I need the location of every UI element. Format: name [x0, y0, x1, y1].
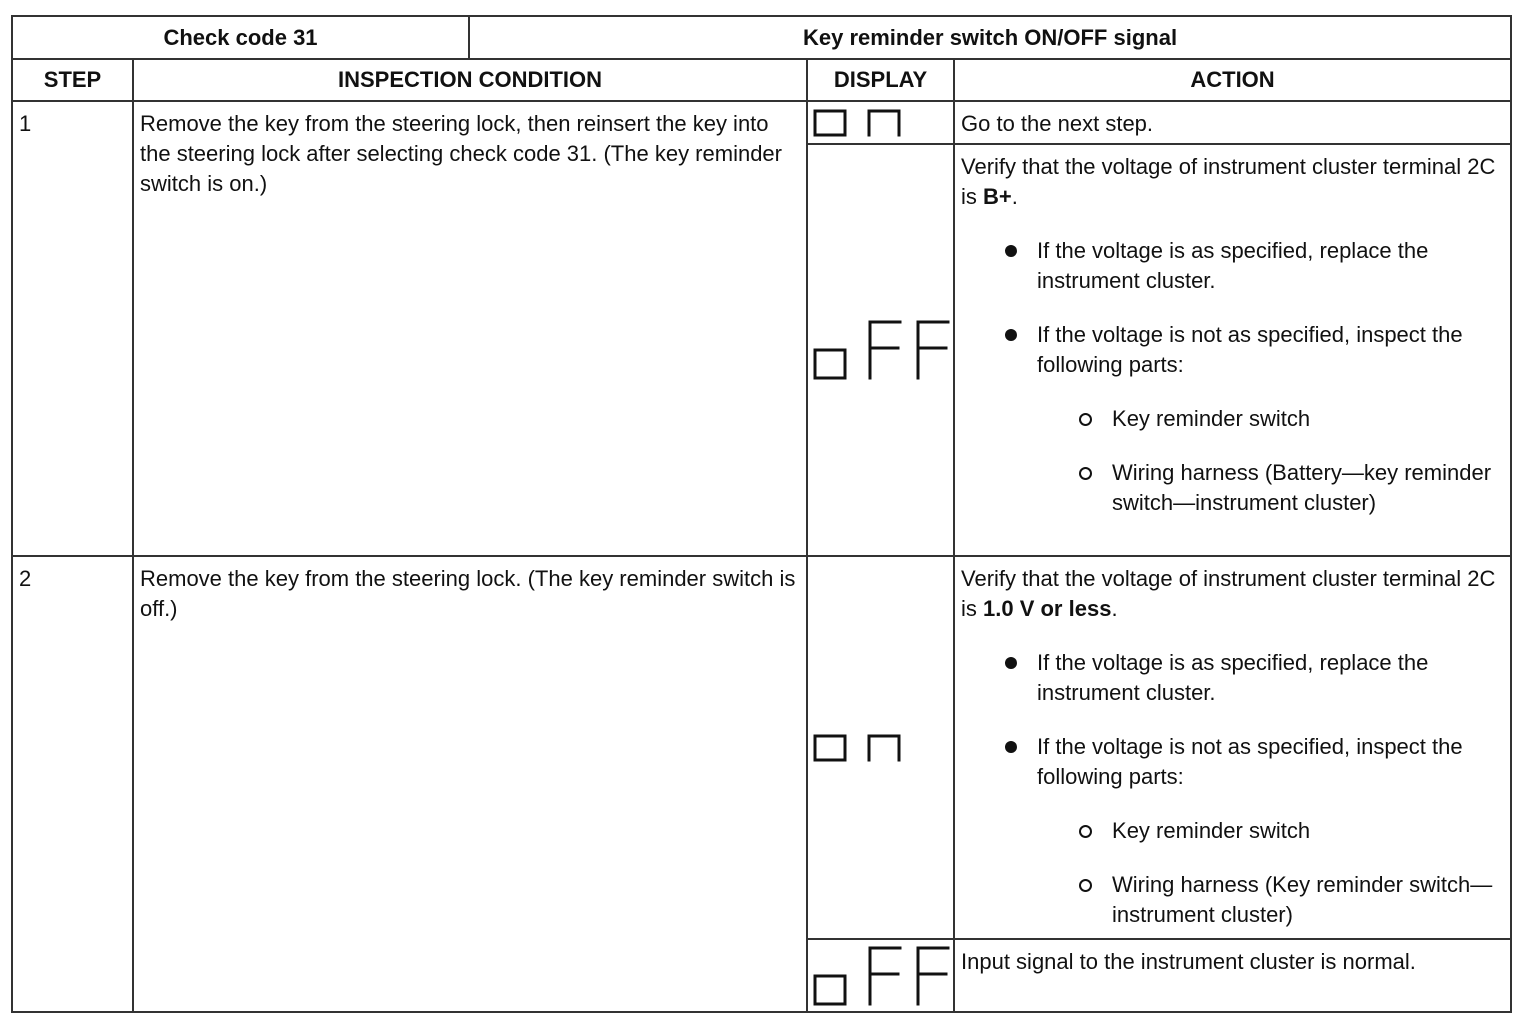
step-1-display-on [807, 101, 954, 144]
step-1-condition: Remove the key from the steering lock, then reinsert the key into the steering lock after selecting check code 31. (The key reminder switch is on.) [140, 111, 782, 196]
step-2-action-off-cell [954, 939, 1511, 1012]
list-item: If the voltage is not as specified, inspect the following parts: [961, 320, 1504, 380]
display-on-icon [812, 732, 953, 764]
list-item: Wiring harness (Battery—key reminder switch—instrument cluster) [961, 458, 1504, 518]
step-2-action-on-cell [954, 556, 1511, 939]
step-2-action-off: Input signal to the instrument cluster is normal. [961, 949, 1416, 974]
list-item: Key reminder switch [961, 816, 1504, 846]
list-item: If the voltage is as specified, replace the instrument cluster. [961, 236, 1504, 296]
bullet-icon [1005, 245, 1017, 257]
list-item: If the voltage is as specified, replace the instrument cluster. [961, 648, 1504, 708]
step-1-number-cell [12, 101, 133, 556]
col-header-step: STEP [12, 59, 133, 101]
step-2-number-cell [12, 556, 133, 1012]
hollow-bullet-icon [1079, 879, 1092, 892]
display-off-icon [812, 318, 953, 382]
signal-title: Key reminder switch ON/OFF signal [469, 16, 1511, 59]
inspection-table [11, 15, 1512, 1013]
hollow-bullet-icon [1079, 413, 1092, 426]
list-item: Wiring harness (Key reminder switch—instrument cluster) [961, 870, 1504, 930]
bullet-icon [1005, 741, 1017, 753]
hollow-bullet-icon [1079, 467, 1092, 480]
col-header-action: ACTION [954, 59, 1511, 101]
step-1-number: 1 [19, 111, 32, 136]
step-2-display-off [807, 939, 954, 1012]
step-1-action-on: Go to the next step. [961, 111, 1154, 136]
list-item: If the voltage is not as specified, inspect the following parts: [961, 732, 1504, 792]
step-2-action-on-intro: Verify that the voltage of instrument cluster terminal 2C is 1.0 V or less. [961, 566, 1496, 621]
step-1-condition-cell [133, 101, 807, 556]
hollow-bullet-icon [1079, 825, 1092, 838]
check-code-title: Check code 31 [12, 16, 469, 59]
step-2-display-on [807, 556, 954, 939]
step-2-number: 2 [19, 566, 32, 591]
list-item: Key reminder switch [961, 404, 1504, 434]
step-1-action-on-cell [954, 101, 1511, 144]
col-header-display: DISPLAY [807, 59, 954, 101]
bullet-icon [1005, 657, 1017, 669]
step-2-condition: Remove the key from the steering lock. (The key reminder switch is off.) [140, 566, 796, 621]
step-1-display-off [807, 144, 954, 556]
step-1-action-off-cell [954, 144, 1511, 556]
col-header-condition: INSPECTION CONDITION [133, 59, 807, 101]
step-2-condition-cell [133, 556, 807, 1012]
bullet-icon [1005, 329, 1017, 341]
display-on-icon [812, 107, 953, 139]
step-1-action-off-intro: Verify that the voltage of instrument cluster terminal 2C is B+. [961, 154, 1496, 209]
display-off-icon [812, 944, 953, 1008]
